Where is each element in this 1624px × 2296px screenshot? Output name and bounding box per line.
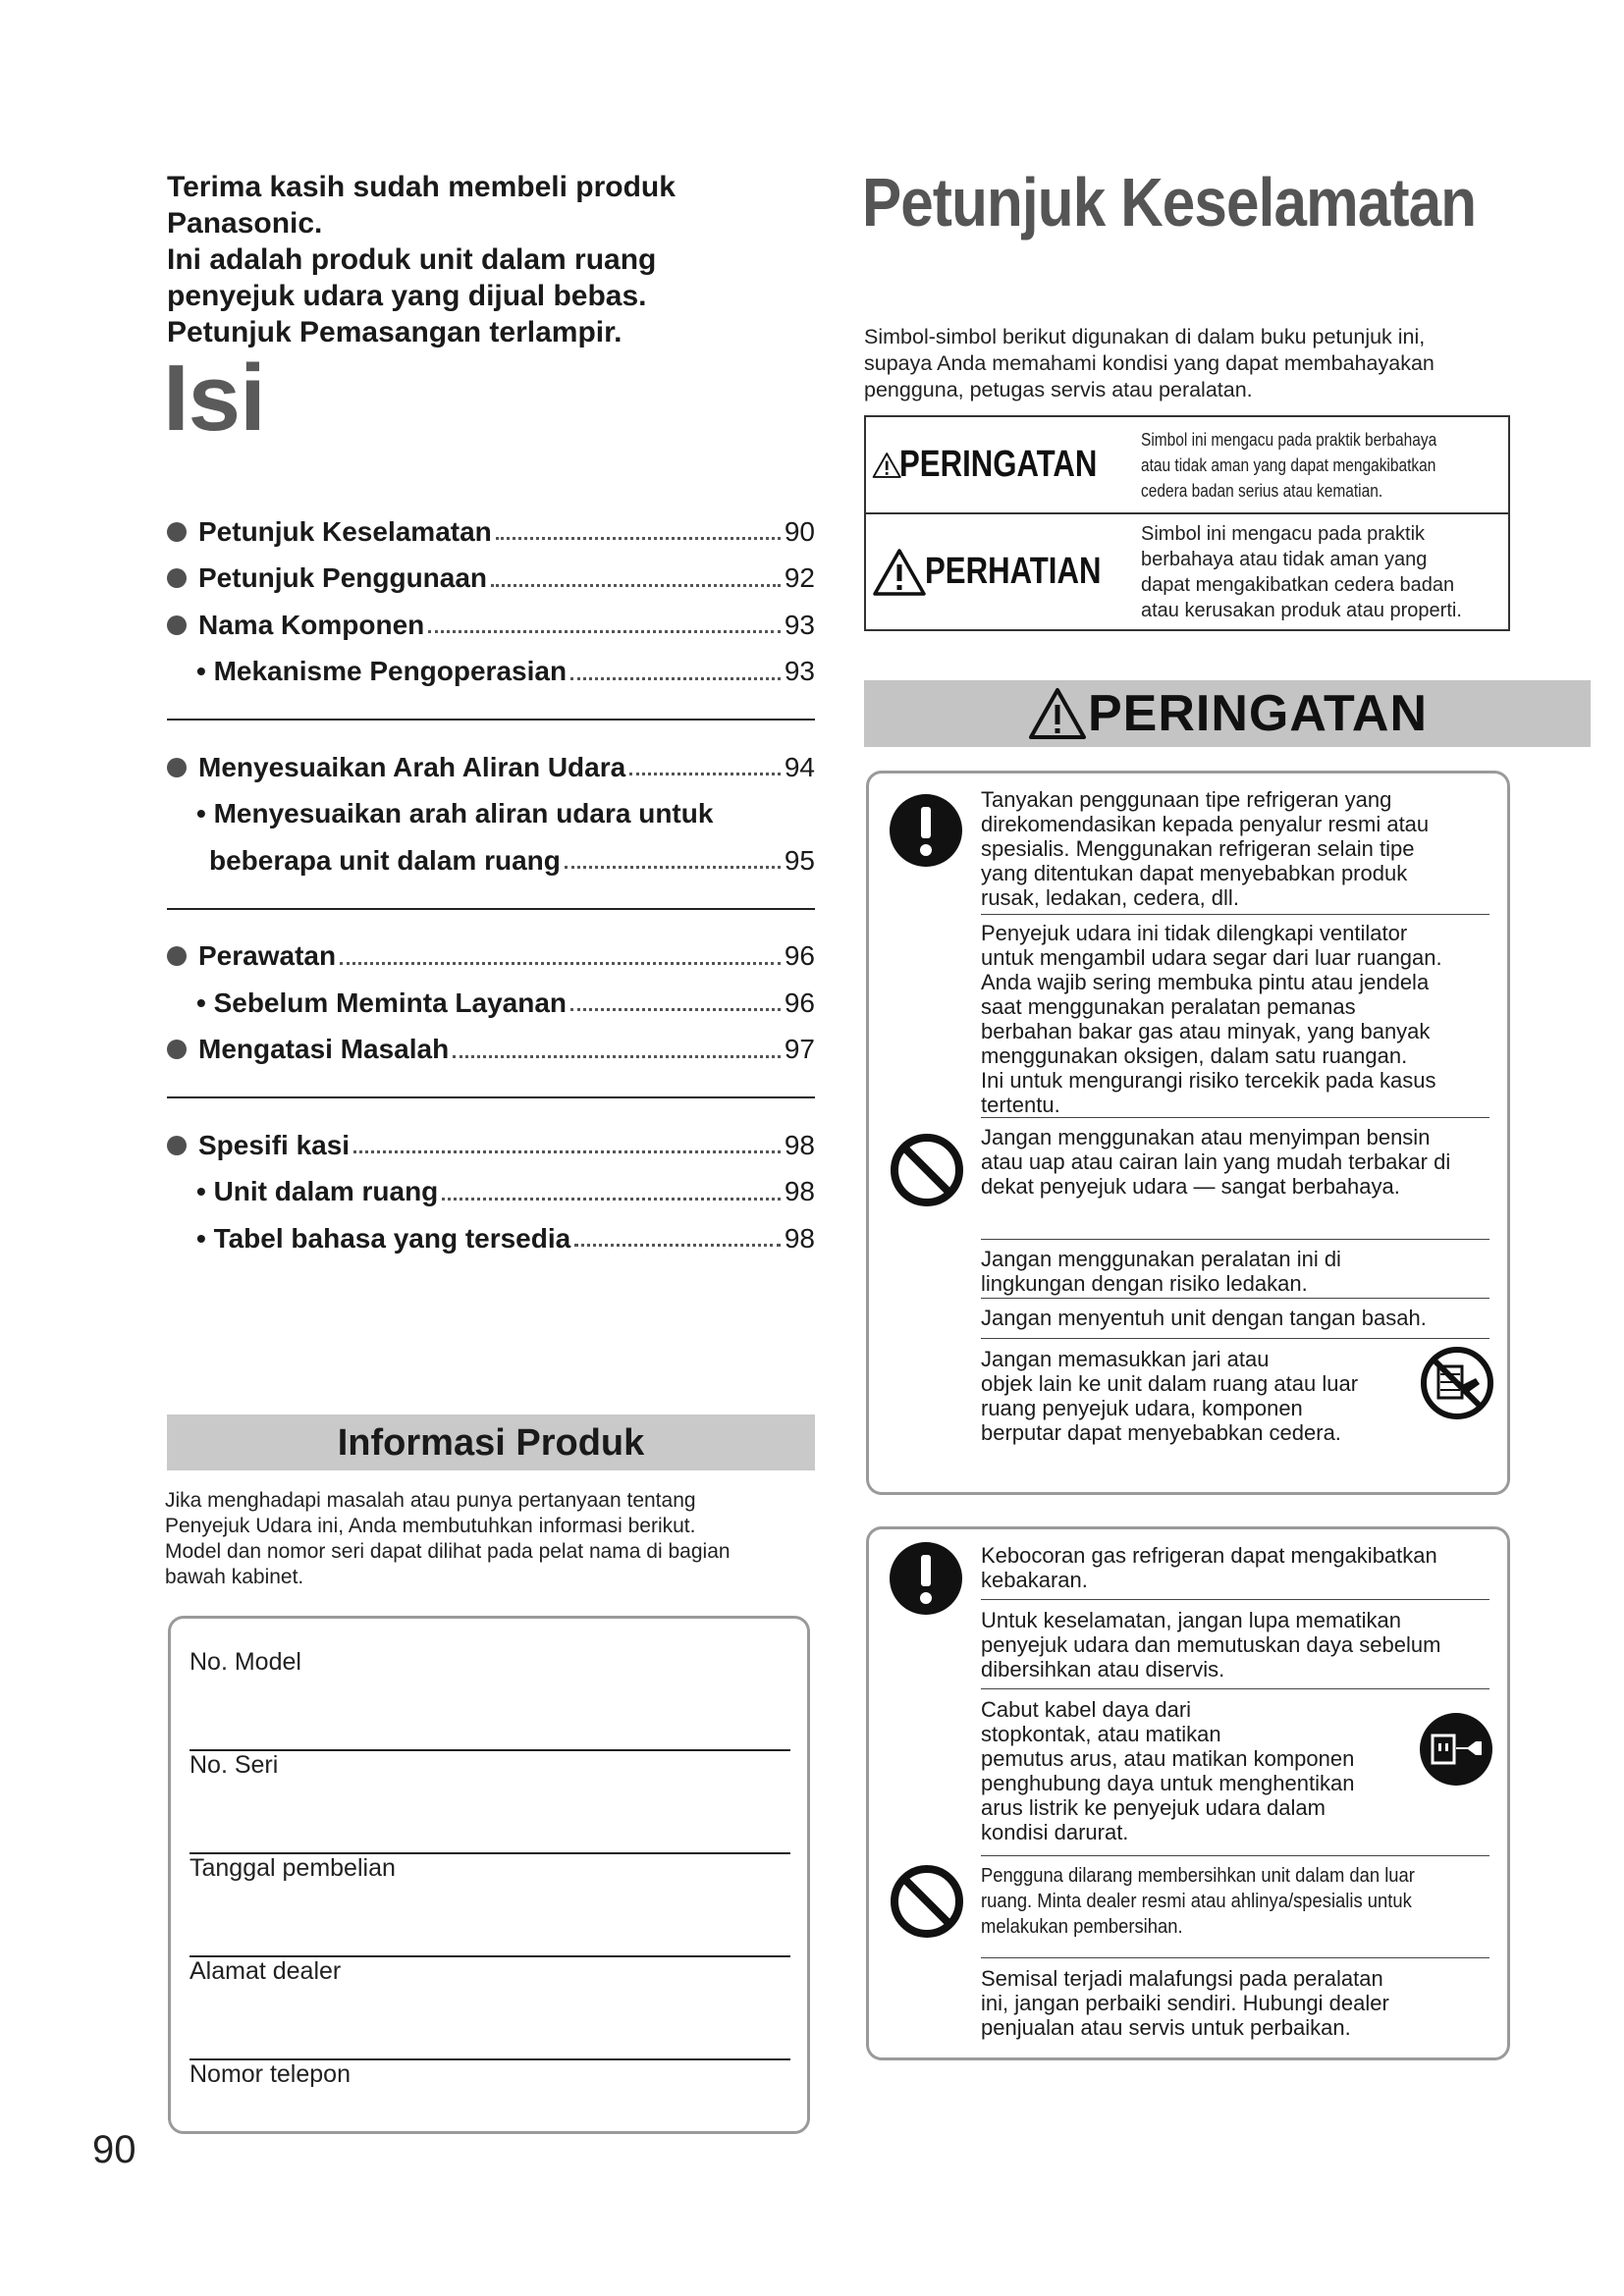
warning-item: Cabut kabel daya dari stopkontak, atau matikan pemutus arus, atau matikan komponen penghubung daya untuk menghentikan arus listrik ke penyejuk udara dalam kondisi darurat. [981,1697,1355,1844]
purchase-date-field[interactable]: Tanggal pembelian [189,1854,790,1933]
intro-text [167,169,717,350]
warning-item: Jangan menggunakan peralatan ini di lingkungan dengan risiko ledakan. [981,1247,1341,1296]
prohibited-icon [889,1132,965,1208]
intro-line: Petunjuk Pemasangan terlampir. [167,316,623,348]
symbol-legend-table [864,415,1510,631]
page-title: Petunjuk Keselamatan [862,164,1477,240]
warning-item: Untuk keselamatan, jangan lupa mematikan penyejuk udara dan memutuskan daya sebelum dibersihkan atau diservis. [981,1608,1441,1682]
toc-item[interactable]: Petunjuk Keselamatan 90 [167,508,815,556]
toc-divider [167,1096,815,1098]
toc-item[interactable]: Spesifi kasi 98 [167,1122,815,1169]
warning-section-heading: PERINGATAN [864,680,1591,747]
warning-item: Kebocoran gas refrigeran dapat mengakibatkan kebakaran. [981,1543,1437,1592]
phone-number-field[interactable]: Nomor telepon [189,2060,351,2088]
caution-description: Simbol ini mengacu pada praktik berbahaya atau tidak aman yang dapat mengakibatkan cedera badan atau kerusakan produk atau properti. [1141,522,1462,621]
bullet-icon [167,758,187,777]
toc-item[interactable]: Petunjuk Penggunaan 92 [167,556,815,603]
toc-item[interactable]: Menyesuaikan Arah Aliran Udara 94 [167,744,815,791]
warning-item: Penyejuk udara ini tidak dilengkapi ventilator untuk mengambil udara segar dari luar ruangan. Anda wajib sering membuka pintu atau jendela saat menggunakan peralatan pemanas berbahan bakar gas atau minyak, yang banyak menggunakan oksigen, dalam satu ruangan. Ini untuk mengurangi risiko tercekik pada kasus tertentu. [981,921,1442,1117]
intro-line: Terima kasih sudah membeli produk [167,171,676,203]
warning-item: Jangan menyentuh unit dengan tangan basah. [981,1306,1427,1330]
toc-subitem[interactable]: • Sebelum Meminta Layanan 96 [196,987,815,1018]
symbol-intro-text: Simbol-simbol berikut digunakan di dalam buku petunjuk ini, supaya Anda memahami kondisi yang dapat membahayakan pengguna, petugas servis atau peralatan. [864,325,1435,401]
symbol-row-warning [866,417,1508,514]
toc-item[interactable]: Mengatasi Masalah 97 [167,1027,815,1074]
intro-line: Ini adalah produk unit dalam ruang [167,243,657,276]
bullet-icon [167,1040,187,1059]
product-info-heading: Informasi Produk [167,1415,815,1470]
bullet-icon [167,1136,187,1155]
toc-item[interactable]: Nama Komponen 93 [167,602,815,649]
toc-subitem[interactable]: beberapa unit dalam ruang 95 [209,844,815,876]
prohibited-icon [889,1863,965,1940]
warning-item: Semisal terjadi malafungsi pada peralatan ini, jangan perbaiki sendiri. Hubungi dealer penjualan atau servis untuk perbaikan. [981,1966,1389,2040]
product-info-text: Jika menghadapi masalah atau punya pertanyaan tentang Penyejuk Udara ini, Anda membutuhkan informasi berikut. Model dan nomor seri dapat dilihat pada pelat nama di bagian bawah kabinet. [165,1489,731,1588]
table-of-contents [167,508,815,1262]
toc-subitem[interactable]: • Menyesuaikan arah aliran udara untuk [196,798,714,829]
warning-triangle-icon [1027,686,1088,741]
mandatory-exclamation-icon [889,793,963,868]
warning-item: Tanyakan penggunaan tipe refrigeran yang direkomendasikan kepada penyalur resmi atau spesialis. Menggunakan refrigeran selain tipe yang ditentukan dapat menyebabkan produk rusak, ledakan, cedera, dll. [981,787,1430,910]
intro-line: Panasonic. [167,207,323,240]
product-info-form [168,1616,810,2134]
intro-line: penyejuk udara yang dijual bebas. [167,280,647,312]
warning-box-1 [866,771,1510,1495]
mandatory-exclamation-icon [889,1541,963,1616]
bullet-icon [167,946,187,966]
serial-number-field[interactable]: No. Seri [189,1751,790,1830]
bullet-icon [167,568,187,588]
toc-divider [167,719,815,721]
caution-triangle-icon [872,548,927,597]
toc-subitem[interactable]: • Tabel bahasa yang tersedia 98 [196,1222,815,1254]
warning-box-2 [866,1526,1510,2060]
toc-divider [167,908,815,910]
warning-description: Simbol ini mengacu pada praktik berbahaya atau tidak aman yang dapat mengakibatkan cedera badan serius atau kematian. [1141,429,1437,501]
bullet-icon [167,522,187,542]
page-number: 90 [92,2128,136,2171]
toc-subitem[interactable]: • Mekanisme Pengoperasian 93 [196,656,815,687]
caution-label: PERHATIAN [925,551,1102,592]
symbol-row-caution [866,514,1508,629]
model-number-field[interactable]: No. Model [189,1648,790,1727]
warning-label: PERINGATAN [899,444,1098,485]
warning-item: Jangan menggunakan atau menyimpan bensin atau uap atau cairan lain yang mudah terbakar di dekat penyejuk udara — sangat berbahaya. [981,1125,1451,1199]
warning-triangle-icon [872,441,901,490]
bullet-icon [167,615,187,635]
warning-item: Pengguna dilarang membersihkan unit dalam dan luar ruang. Minta dealer resmi atau ahlinya/spesialis untuk melakukan pembersihan. [981,1865,1415,1938]
toc-item[interactable]: Perawatan 96 [167,934,815,981]
dealer-address-field[interactable]: Alamat dealer [189,1957,790,2036]
warning-item: Jangan memasukkan jari atau objek lain ke unit dalam ruang atau luar ruang penyejuk udara, komponen berputar dapat menyebabkan cedera. [981,1347,1359,1445]
toc-title: Isi [163,346,265,451]
toc-subitem[interactable]: • Unit dalam ruang 98 [196,1176,815,1207]
